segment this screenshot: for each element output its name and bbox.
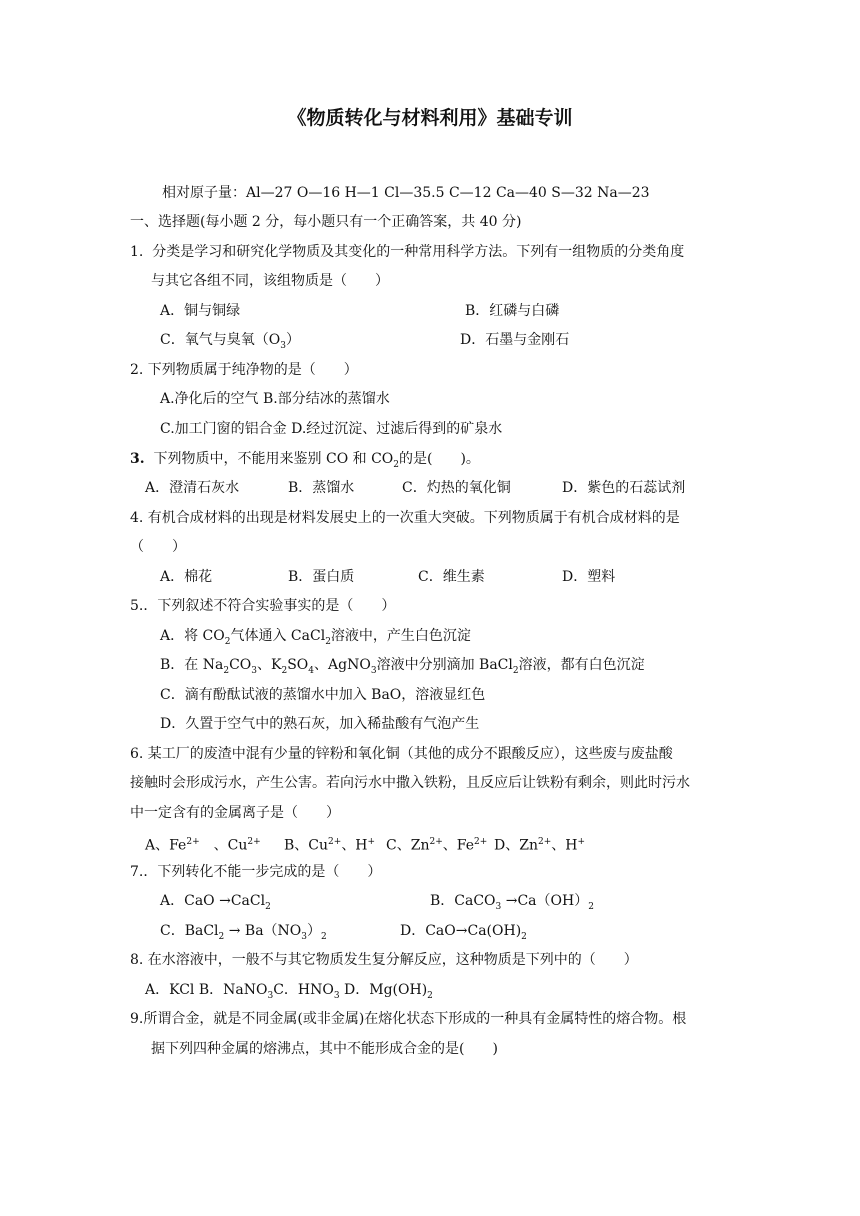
q6-a-text: A、Fe bbox=[145, 837, 187, 854]
q7-c-sub3: 2 bbox=[321, 931, 327, 942]
q5-b-sub4b: 4 bbox=[308, 665, 315, 676]
q3-option-a: A．澄清石灰水 bbox=[145, 480, 240, 496]
q3-stem-tail: 的是( )。 bbox=[399, 451, 480, 467]
atomic-masses: 相对原子量：Al—27 O—16 H—1 Cl—35.5 C—12 Ca—40 S—32 Na—23 bbox=[162, 185, 650, 201]
q7-option-c bbox=[160, 921, 327, 947]
q6-option-a bbox=[145, 832, 261, 856]
q7-b-sub: 3 bbox=[495, 901, 502, 912]
q6-d-sup2: + bbox=[577, 837, 586, 847]
q1-option-a: A．铜与铜绿 bbox=[160, 303, 241, 319]
q8-sub2: 3 bbox=[333, 990, 340, 1001]
q7-b-sub2: 2 bbox=[588, 901, 594, 912]
q7-option-b bbox=[430, 891, 594, 917]
q6-b-sup: 2+ bbox=[328, 837, 342, 847]
q6-a-sup2: 2+ bbox=[247, 837, 261, 847]
q1-option-c-text: C．氧气与臭氧（O bbox=[160, 332, 281, 348]
q7-option-d bbox=[400, 921, 527, 947]
q5-b-sub1: 2 bbox=[223, 665, 230, 676]
q8-sub1: 3 bbox=[267, 990, 274, 1001]
q5-b-sub3: 2 bbox=[281, 665, 288, 676]
q6-a-sup: 2+ bbox=[186, 837, 200, 847]
q5-b-sub5: 3 bbox=[370, 665, 377, 676]
q6-c-sup2: 2+ bbox=[473, 837, 488, 847]
q3-stem bbox=[130, 449, 480, 475]
q1-number: 1. bbox=[130, 244, 144, 260]
q1-stem-line1 bbox=[130, 242, 684, 262]
q6-c-text2: 、Fe bbox=[442, 837, 474, 854]
q4-option-b: B．蛋白质 bbox=[288, 569, 355, 585]
q3-option-b: B．蒸馏水 bbox=[288, 480, 355, 496]
q6-b-text: B、Cu bbox=[284, 837, 329, 854]
q2-options-ab: A.净化后的空气 B.部分结冰的蒸馏水 bbox=[160, 391, 390, 407]
q7-d-text: D．CaO→Ca(OH) bbox=[400, 923, 522, 939]
q6-option-b bbox=[284, 832, 375, 856]
q1-option-d: D．石墨与金刚石 bbox=[460, 332, 570, 348]
q1-option-c-close: ） bbox=[285, 332, 300, 348]
q3-number: 3. bbox=[130, 451, 145, 467]
q5-a-part2: 气体通入 CaCl bbox=[230, 628, 326, 644]
q6-d-text: D、Zn bbox=[494, 837, 538, 854]
q5-b-part5: 、AgNO bbox=[314, 657, 371, 673]
q3-option-d: D．紫色的石蕊试剂 bbox=[562, 480, 686, 496]
q2-options-cd: C.加工门窗的铝合金 D.经过沉淀、过滤后得到的矿泉水 bbox=[160, 421, 503, 437]
q5-option-d: D．久置于空气中的熟石灰，加入稀盐酸有气泡产生 bbox=[160, 716, 480, 732]
q5-stem: 5.．下列叙述不符合实验事实的是（ ） bbox=[130, 598, 396, 614]
q6-b-sup2: + bbox=[367, 837, 376, 847]
q6-stem-line1: 6. 某工厂的废渣中混有少量的锌粉和氧化铜（其他的成分不跟酸反应），这些废与废盐酸 bbox=[130, 746, 673, 762]
q9-stem-line1: 9.所谓合金，就是不同金属(或非金属)在熔化状态下形成的一种具有金属特性的熔合物。根 bbox=[130, 1011, 687, 1027]
q5-b-part6: 溶液中分别滴加 BaCl bbox=[376, 657, 513, 673]
q5-a-part3: 溶液中，产生白色沉淀 bbox=[330, 628, 471, 644]
q5-b-part4: SO bbox=[287, 657, 309, 673]
q7-b-tail: →Ca（OH） bbox=[501, 893, 589, 909]
q7-c-tail: → Ba（NO bbox=[224, 923, 302, 939]
q5-a-sub2: 2 bbox=[325, 636, 331, 647]
q5-b-sub6: 2 bbox=[512, 665, 519, 676]
q4-stem-line1: 4. 有机合成材料的出现是材料发展史上的一次重大突破。下列物质属于有机合成材料的是 bbox=[130, 510, 680, 526]
q5-b-part2: CO bbox=[229, 657, 252, 673]
q7-c-sub: 2 bbox=[218, 931, 225, 942]
q5-b-part7: 溶液，都有白色沉淀 bbox=[518, 657, 645, 673]
q8-options bbox=[145, 980, 433, 1006]
q1-option-b: B．红磷与白磷 bbox=[465, 303, 560, 319]
q1-option-c-sub: 3 bbox=[280, 340, 286, 351]
q5-option-a bbox=[160, 626, 471, 652]
page-title: 《物质转化与材料利用》基础专训 bbox=[287, 107, 573, 129]
q6-d-sup: 2+ bbox=[537, 837, 552, 847]
q7-c-tail2: ） bbox=[307, 923, 322, 939]
q4-option-c: C．维生素 bbox=[418, 569, 485, 585]
q2-stem: 2. 下列物质属于纯净物的是（ ） bbox=[130, 362, 358, 378]
q5-b-part3: 、K bbox=[257, 657, 282, 673]
q4-option-d: D．塑料 bbox=[562, 569, 616, 585]
q6-stem-line2: 接触时会形成污水，产生公害。若向污水中撒入铁粉，且反应后让铁粉有剩余，则此时污水 bbox=[130, 775, 690, 791]
q5-option-c: C．滴有酚酞试液的蒸馏水中加入 BaO，溶液显红色 bbox=[160, 687, 486, 703]
q8-stem: 8. 在水溶液中，一般不与其它物质发生复分解反应，这种物质是下列中的（ ） bbox=[130, 952, 638, 968]
q1-stem-a: 分类是学习和研究化学物质及其变化的一种常用科学方法。下列有一组物质的分类角度 bbox=[152, 244, 685, 260]
q8-opts-part2: C．HNO bbox=[273, 982, 334, 998]
q8-opts-part3: D．Mg(OH) bbox=[344, 982, 428, 998]
q6-b-text2: 、H bbox=[341, 837, 368, 854]
q5-a-part1: A．将 CO bbox=[160, 628, 225, 644]
q4-option-a: A．棉花 bbox=[160, 569, 213, 585]
q8-opts-part1: A．KCl B．NaNO bbox=[145, 982, 268, 998]
q7-d-sub: 2 bbox=[521, 931, 527, 942]
q5-b-part1: B．在 Na bbox=[160, 657, 224, 673]
q1-stem-line2: 与其它各组不同，该组物质是（ ） bbox=[151, 273, 389, 289]
q6-option-d bbox=[494, 832, 585, 856]
section-heading: 一、选择题(每小题 2 分，每小题只有一个正确答案，共 40 分) bbox=[130, 214, 522, 230]
q6-stem-line3: 中一定含有的金属离子是（ ） bbox=[130, 805, 340, 821]
q6-c-sup: 2+ bbox=[429, 837, 443, 847]
q3-stem-sub: 2 bbox=[393, 459, 399, 470]
q7-a-sub: 2 bbox=[265, 901, 271, 912]
q6-option-c bbox=[386, 832, 487, 856]
q6-d-text2: 、H bbox=[551, 837, 578, 854]
q1-option-c bbox=[160, 330, 300, 356]
q6-c-text: C、Zn bbox=[386, 837, 430, 854]
q3-stem-text: 下列物质中，不能用来鉴别 CO 和 CO bbox=[153, 451, 394, 467]
q5-b-sub2: 3 bbox=[251, 665, 258, 676]
q7-option-a bbox=[160, 891, 271, 917]
q7-c-sub2: 3 bbox=[301, 931, 308, 942]
q7-b-text: B．CaCO bbox=[430, 893, 496, 909]
q8-sub3: 2 bbox=[427, 990, 433, 1001]
q5-a-sub1: 2 bbox=[224, 636, 231, 647]
q7-a-text: A．CaO →CaCl bbox=[160, 893, 266, 909]
q7-stem: 7.．下列转化不能一步完成的是（ ） bbox=[130, 864, 382, 880]
q9-stem-line2: 据下列四种金属的熔沸点，其中不能形成合金的是( ) bbox=[151, 1041, 498, 1057]
q5-option-b bbox=[160, 655, 645, 681]
q3-option-c: C．灼热的氧化铜 bbox=[402, 480, 511, 496]
q4-stem-line2: （ ） bbox=[130, 539, 186, 555]
q6-a-text2: 、Cu bbox=[199, 837, 248, 854]
q7-c-text: C．BaCl bbox=[160, 923, 219, 939]
